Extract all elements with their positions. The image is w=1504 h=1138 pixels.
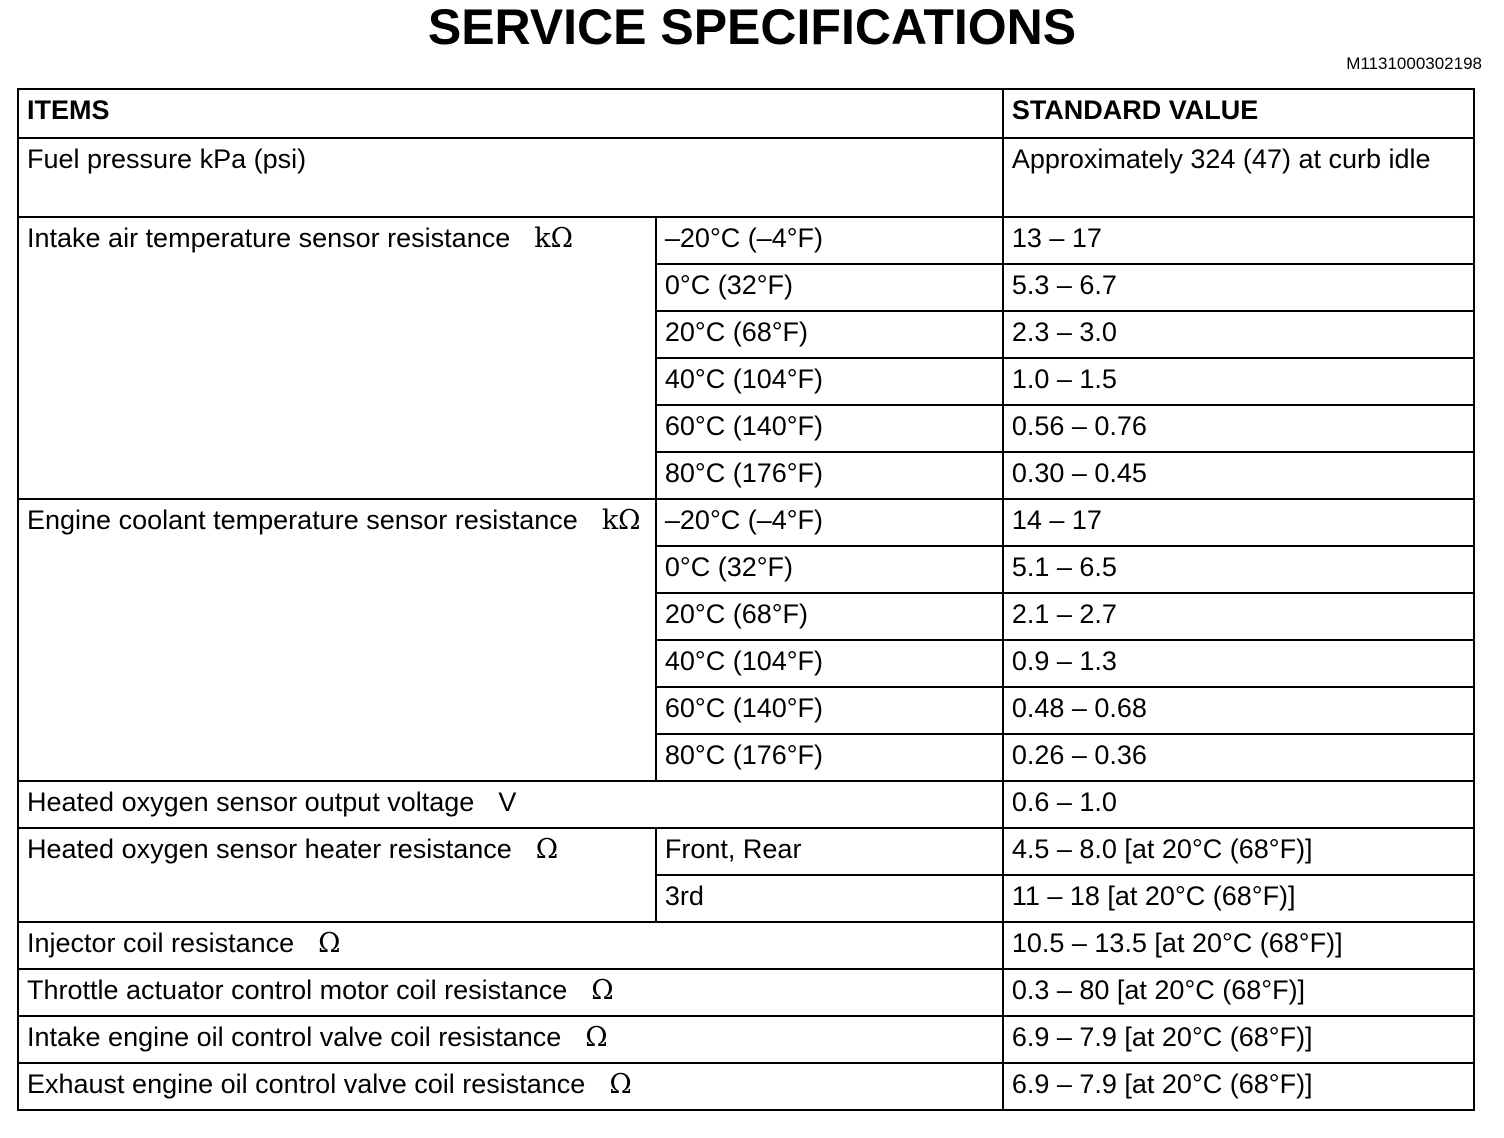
value-cell: 10.5 – 13.5 [at 20°C (68°F)] — [1003, 922, 1474, 969]
unit-label: Ω — [535, 834, 559, 865]
value-fuel-pressure: Approximately 324 (47) at curb idle — [1003, 138, 1474, 217]
header-row — [18, 89, 1474, 138]
item-oxygen-sensor-voltage — [18, 781, 1003, 828]
condition-cell: 40°C (104°F) — [656, 358, 1003, 405]
value-cell: 0.26 – 0.36 — [1003, 734, 1474, 781]
value-cell: 11 – 18 [at 20°C (68°F)] — [1003, 875, 1474, 922]
table-row — [18, 1063, 1474, 1110]
item-label: Engine coolant temperature sensor resistance — [27, 505, 578, 535]
item-engine-coolant-temp — [18, 499, 656, 781]
table-row — [18, 828, 1474, 875]
item-label: Exhaust engine oil control valve coil resistance — [27, 1069, 586, 1099]
item-label: Injector coil resistance — [27, 928, 295, 958]
condition-cell: –20°C (–4°F) — [656, 499, 1003, 546]
condition-cell: 40°C (104°F) — [656, 640, 1003, 687]
value-cell: 2.1 – 2.7 — [1003, 593, 1474, 640]
value-cell: 14 – 17 — [1003, 499, 1474, 546]
table-row — [18, 922, 1474, 969]
unit-label: kΩ — [534, 223, 573, 254]
item-intake-oil-control-valve — [18, 1016, 1003, 1063]
item-fuel-pressure: Fuel pressure kPa (psi) — [18, 138, 1003, 217]
condition-cell: 60°C (140°F) — [656, 405, 1003, 452]
condition-cell: –20°C (–4°F) — [656, 217, 1003, 264]
value-cell: 2.3 – 3.0 — [1003, 311, 1474, 358]
item-injector-coil — [18, 922, 1003, 969]
page-title: SERVICE SPECIFICATIONS — [427, 0, 1077, 55]
item-oxygen-sensor-heater — [18, 828, 656, 922]
table-row — [18, 1016, 1474, 1063]
unit-label: Ω — [318, 928, 341, 959]
table-row — [18, 217, 1474, 264]
value-cell: 0.48 – 0.68 — [1003, 687, 1474, 734]
unit-label: kΩ — [601, 505, 641, 536]
condition-cell: 20°C (68°F) — [656, 593, 1003, 640]
document-id: M1131000302198 — [1346, 54, 1482, 73]
condition-cell: 0°C (32°F) — [656, 264, 1003, 311]
table-row — [18, 969, 1474, 1016]
item-label: Heated oxygen sensor output voltage — [27, 787, 475, 817]
item-exhaust-oil-control-valve — [18, 1063, 1003, 1110]
value-cell: 5.3 – 6.7 — [1003, 264, 1474, 311]
value-cell: 13 – 17 — [1003, 217, 1474, 264]
condition-cell: 0°C (32°F) — [656, 546, 1003, 593]
table-row — [18, 499, 1474, 546]
value-cell: 4.5 – 8.0 [at 20°C (68°F)] — [1003, 828, 1474, 875]
item-label: Intake engine oil control valve coil resistance — [27, 1022, 562, 1052]
header-items: ITEMS — [18, 89, 1003, 138]
value-cell: 0.3 – 80 [at 20°C (68°F)] — [1003, 969, 1474, 1016]
value-cell: 0.9 – 1.3 — [1003, 640, 1474, 687]
item-label: Throttle actuator control motor coil resistance — [27, 975, 568, 1005]
value-cell: 0.30 – 0.45 — [1003, 452, 1474, 499]
value-cell: 6.9 – 7.9 [at 20°C (68°F)] — [1003, 1063, 1474, 1110]
header-standard-value: STANDARD VALUE — [1003, 89, 1474, 138]
unit-label: V — [498, 787, 517, 817]
item-intake-air-temp — [18, 217, 656, 499]
table-row — [18, 138, 1474, 217]
unit-label: Ω — [585, 1022, 608, 1053]
condition-cell: Front, Rear — [656, 828, 1003, 875]
condition-cell: 80°C (176°F) — [656, 734, 1003, 781]
value-cell: 6.9 – 7.9 [at 20°C (68°F)] — [1003, 1016, 1474, 1063]
condition-cell: 20°C (68°F) — [656, 311, 1003, 358]
item-label: Heated oxygen sensor heater resistance — [27, 834, 512, 864]
condition-cell: 3rd — [656, 875, 1003, 922]
value-cell: 1.0 – 1.5 — [1003, 358, 1474, 405]
table-row — [18, 781, 1474, 828]
unit-label: Ω — [609, 1069, 632, 1100]
value-cell: 0.56 – 0.76 — [1003, 405, 1474, 452]
condition-cell: 80°C (176°F) — [656, 452, 1003, 499]
item-throttle-actuator-coil — [18, 969, 1003, 1016]
service-specifications-table — [17, 88, 1475, 1111]
value-cell: 5.1 – 6.5 — [1003, 546, 1474, 593]
value-cell: 0.6 – 1.0 — [1003, 781, 1474, 828]
condition-cell: 60°C (140°F) — [656, 687, 1003, 734]
unit-label: Ω — [591, 975, 614, 1006]
item-label: Intake air temperature sensor resistance — [27, 223, 511, 253]
